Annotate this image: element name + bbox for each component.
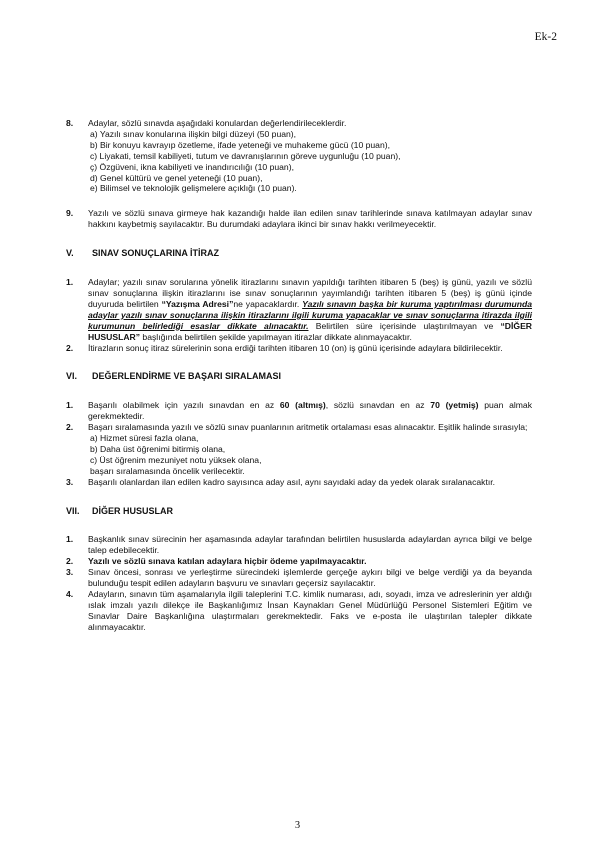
item-text: Sınav öncesi, sonrası ve yerleştirme sürecindeki işlemlerde gerçeğe aykırı bilgi ve belge verdiği ya da beyanda bulunduğu tespit edilen adayların başvuru ve sınavları geçersiz sayılacaktır. — [88, 567, 532, 589]
emphasis-text: Yazılı sınavın başka bir kuruma yaptırılması durumunda adaylar yazılı sınav sonuçlarına ilişkin itirazlarını ilgili kuruma yapacaklar ve sınav sonuçlarına itirazda ilgili kurumunun belirlediği esaslar dikkate alınacaktır. — [88, 298, 532, 331]
document-body — [66, 118, 532, 633]
item-text: Başarılı olabilmek için yazılı sınavdan en az 60 (altmış), sözlü sınavdan en az 70 (yetmiş) puan almak gerekmektedir. — [88, 400, 533, 422]
list-item — [66, 343, 532, 354]
item-text: Yazılı ve sözlü sınava katılan adaylara hiçbir ödeme yapılmayacaktır. — [88, 556, 367, 567]
sub-item: e) Bilimsel ve teknolojik gelişmelere açıklığı (10 puan). — [90, 183, 297, 194]
item-number: 2. — [66, 342, 74, 353]
section-title: DİĞER HUSUSLAR — [92, 505, 174, 516]
item-text: İtirazların sonuç itiraz sürelerinin sona erdiği tarihten itibaren 10 (on) iş günü içerisinde adaylara bildirilecektir. — [88, 342, 503, 353]
list-item — [66, 277, 532, 342]
item-number: 8. — [66, 118, 74, 128]
item-number: 1. — [66, 400, 74, 411]
list-item — [66, 400, 532, 422]
item-text: Başarı sıralamasında yazılı ve sözlü sınav puanlarının aritmetik ortalaması esas alınacaktır. Eşitlik halinde sırasıyla; — [88, 422, 528, 433]
item-text: Adaylar; yazılı sınav sorularına yönelik itirazlarını sınavın yapıldığı tarihten itibaren 5 (beş) iş günü, yazılı ve sözlü sınav sonuçlarına ilişkin itirazlarını ise sınav sonuçlarının yayımlandığı tarihten itibaren 5 (beş) iş günü içinde duyuruda belirtilen “Yazışma Adresi”ne yapacaklardır. Yazılı sınavın başka bir kuruma yaptırılması durumunda adaylar yazılı sınav sonuçlarına ilişkin itirazlarını ilgili kuruma yapacaklar ve sınav sonuçlarına itirazda ilgili kurumunun belirlediği esaslar dikkate alınacaktır. Belirtilen süre içerisinde ulaştırılmayan ve “DİĞER HUSUSLAR” başlığında belirtilen şekilde yapılmayan itirazlar dikkate alınmayacaktır. — [88, 277, 533, 342]
item-text: Başarılı olanlardan ilan edilen kadro sayısınca aday asıl, aynı sayıdaki aday da yedek olarak sıralanacaktır. — [88, 476, 496, 487]
item-number: 2. — [66, 556, 74, 567]
section-heading-vi — [66, 371, 532, 382]
item-text: Adaylar, sözlü sınavda aşağıdaki konulardan değerlendirileceklerdir. — [88, 118, 347, 128]
item-number: 1. — [66, 534, 74, 545]
sub-item: d) Genel kültürü ve genel yeteneği (10 puan), — [90, 172, 263, 183]
list-item — [66, 567, 532, 589]
sub-item: b) Daha üst öğrenimi bitirmiş olana, — [90, 443, 226, 454]
sub-item: c) Liyakati, temsil kabiliyeti, tutum ve davranışlarının göreve uygunluğu (10 puan), — [90, 150, 401, 161]
sub-item: a) Yazılı sınav konularına ilişkin bilgi düzeyi (50 puan), — [90, 128, 297, 139]
list-item — [66, 422, 532, 477]
item-number: 4. — [66, 589, 74, 599]
item-number: 9. — [66, 208, 74, 219]
item-text: Başkanlık sınav sürecinin her aşamasında adaylar tarafından belirtilen hususlarda adaylardan ayrıca bilgi ve belge talep edebilecektir. — [88, 534, 532, 556]
section-title: DEĞERLENDİRME VE BAŞARI SIRALAMASI — [92, 371, 282, 382]
section-title: SINAV SONUÇLARINA İTİRAZ — [92, 248, 219, 259]
section-number: VII. — [66, 505, 80, 516]
sub-item: c) Üst öğrenim mezuniyet notu yüksek olana, — [90, 454, 262, 465]
section-heading-v — [66, 248, 532, 259]
sub-item: başarı sıralamasında öncelik verilecektir. — [90, 465, 245, 476]
list-item-9 — [66, 208, 532, 230]
item-text: Yazılı ve sözlü sınava girmeye hak kazandığı halde ilan edilen sınav tarihlerinde sınava katılmayan adaylar sınav hakkını kaybetmiş sayılacaktır. Bu durumdaki adaylara ikinci bir sınav hakkı verilmeyecektir. — [88, 208, 532, 230]
list-item — [66, 477, 532, 488]
item-number: 3. — [66, 567, 74, 578]
list-item — [66, 589, 532, 633]
item-number: 1. — [66, 277, 74, 288]
item-text: Adayların, sınavın tüm aşamalarıyla ilgili taleplerini T.C. kimlik numarası, adı, soyadı, imza ve adreslerinin yer aldığı ıslak imzalı yazılı dilekçe ile Başkanlığımız İnsan Kaynakları Genel Müdürlüğü Personel Sistemleri Eğitim ve Sınavlar Daire Başkanlığına ulaştırmaları gerekmektedir. Faks ve e-posta ile ulaştırılan talepler dikkate alınmayacaktır. — [88, 589, 532, 632]
annex-label: Ek-2 — [534, 31, 557, 43]
item-number: 3. — [66, 476, 74, 487]
list-item-8 — [66, 118, 532, 194]
section-number: VI. — [66, 371, 78, 382]
section-number: V. — [66, 248, 74, 259]
item-number: 2. — [66, 422, 74, 433]
list-item — [66, 534, 532, 556]
page-number: 3 — [294, 820, 301, 831]
sub-item: ç) Özgüveni, ikna kabiliyeti ve inandırıcılığı (10 puan), — [90, 161, 294, 172]
sub-item: a) Hizmet süresi fazla olana, — [90, 433, 199, 444]
list-item — [66, 556, 532, 567]
sub-item: b) Bir konuyu kavrayıp özetleme, ifade yeteneği ve muhakeme gücü (10 puan), — [90, 139, 390, 150]
section-heading-vii — [66, 506, 532, 517]
